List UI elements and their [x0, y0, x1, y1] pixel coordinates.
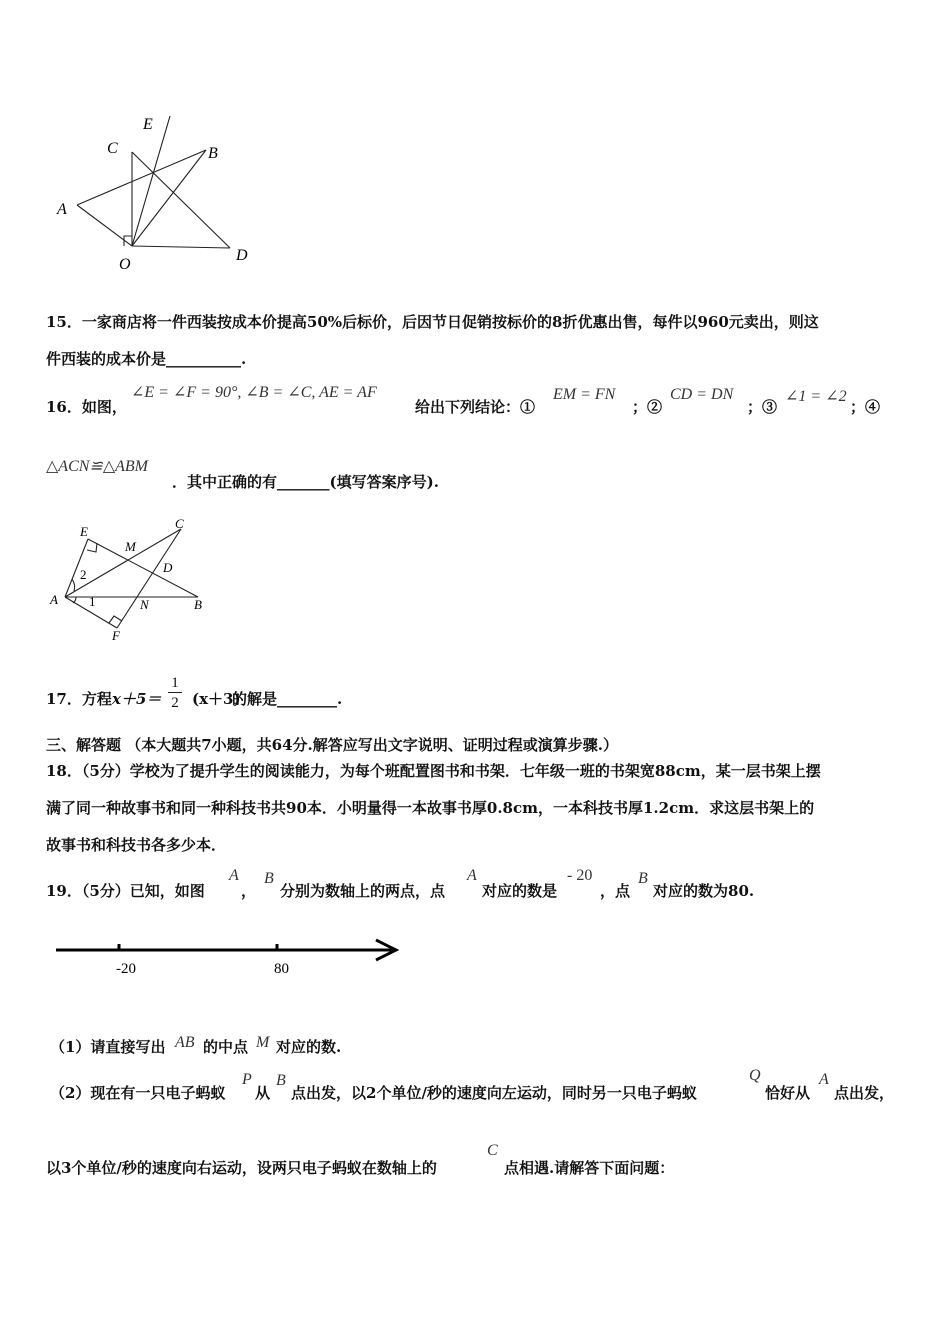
q19-1-M: M — [256, 1034, 270, 1051]
q19-mid3: ，点 — [600, 882, 631, 900]
q19-2-t3: 恰好从 — [765, 1084, 811, 1102]
tick-label-minus-20: -20 — [116, 961, 136, 977]
q17-fraction — [168, 674, 182, 713]
line-OE — [132, 116, 170, 246]
q16-sep3: ；④ — [850, 398, 881, 416]
section-3-title: 三、解答题 （本大题共7小题，共64分.解答应写出文字说明、证明过程或演算步骤.） — [46, 736, 618, 754]
q16-sep2: ；③ — [747, 398, 778, 416]
q19-prefix: 19．（5分）已知，如图 — [46, 882, 205, 900]
q19-point-B2: B — [638, 870, 648, 887]
q19-2-C: C — [487, 1142, 498, 1159]
point-label-D: D — [236, 247, 248, 264]
q17-rhs: (x＋3) — [192, 690, 241, 708]
line-CD — [132, 152, 230, 248]
angle-arc-1 — [73, 597, 76, 603]
point-label-B: B — [194, 597, 202, 612]
right-angle-F — [109, 616, 122, 623]
q19-2-t1: 从 — [255, 1084, 271, 1102]
q19-comma: ， — [241, 882, 257, 900]
q18-line1: 18．（5分）学校为了提升学生的阅读能力，为每个班配置图书和书架．七年级一班的书架宽88cm，某一层书架上摆 — [46, 762, 821, 780]
point-label-A: A — [57, 201, 67, 218]
q17-prefix: 17．方程 — [46, 690, 112, 708]
number-line — [50, 930, 410, 980]
fraction-numerator: 1 — [171, 675, 179, 691]
q19-suffix: 对应的数为80. — [653, 882, 755, 900]
q16-mid: 给出下列结论：① — [415, 398, 536, 416]
point-label-C: C — [175, 516, 184, 531]
point-label-M: M — [125, 539, 136, 554]
q19-2-B: B — [276, 1072, 286, 1089]
point-label-E: E — [80, 524, 88, 539]
q19-mid2: 对应的数是 — [482, 882, 558, 900]
line-OB — [132, 150, 206, 246]
point-label-O: O — [119, 256, 131, 273]
q19-point-A: A — [229, 867, 239, 884]
line-OD — [132, 246, 230, 248]
q16-conclusion-1: EM = FN — [553, 386, 616, 403]
q16-conclusion-2: CD = DN — [670, 386, 734, 403]
q19-point-A2: A — [467, 867, 477, 884]
q15-line1: 15．一家商店将一件西装按成本价提高50%后标价，后因节日促销按标价的8折优惠出售，每件以960元卖出，则这 — [46, 313, 819, 331]
tick-label-80: 80 — [274, 961, 289, 977]
q17-suffix: 的解是________. — [232, 690, 343, 708]
angle-label-1: 1 — [89, 594, 96, 609]
right-angle-E — [87, 543, 97, 552]
q19-point-B: B — [264, 870, 274, 887]
point-label-B: B — [208, 145, 218, 162]
q19-mid: 分别为数轴上的两点，点 — [280, 882, 446, 900]
figure-16 — [45, 512, 225, 647]
q17-lhs: x＋5＝ — [112, 690, 162, 708]
point-label-E: E — [143, 116, 153, 133]
point-label-N: N — [140, 597, 149, 612]
q16-sep1: ；② — [632, 398, 663, 416]
q19-2-t4: 点出发， — [834, 1084, 895, 1102]
q19-1-mid: 的中点 — [203, 1038, 249, 1056]
angle-label-2: 2 — [80, 567, 87, 582]
q19-2-line2a: 以3个单位/秒的速度向右运动，设两只电子蚂蚁在数轴上的 — [46, 1159, 437, 1177]
q19-2-t2: 点出发，以2个单位/秒的速度向左运动，同时另一只电子蚂蚁 — [291, 1084, 697, 1102]
fraction-denominator: 2 — [171, 695, 179, 711]
q16-conclusion-4: △ACN≌△ABM — [46, 458, 149, 475]
q19-2-A: A — [819, 1071, 829, 1088]
q16-prefix: 16．如图， — [46, 398, 127, 416]
point-label-C: C — [107, 140, 118, 157]
q19-1-prefix: （1）请直接写出 — [50, 1038, 166, 1056]
figure-14 — [50, 108, 270, 278]
q19-2-Q: Q — [749, 1067, 761, 1084]
angle-arc-2 — [72, 579, 75, 591]
q18-line2: 满了同一种故事书和同一种科技书共90本．小明量得一本故事书厚0.8cm，一本科技书厚1.2cm．求这层书架上的 — [46, 799, 815, 817]
q16-suffix: ．其中正确的有_______(填写答案序号). — [172, 473, 439, 491]
q19-1-suffix: 对应的数. — [276, 1038, 342, 1056]
point-label-D: D — [163, 560, 173, 575]
q16-condition: ∠E = ∠F = 90°, ∠B = ∠C, AE = AF — [131, 384, 377, 401]
q19-2-line2b: 点相遇.请解答下面问题： — [504, 1159, 675, 1177]
point-label-A: A — [50, 592, 58, 607]
q16-conclusion-3: ∠1 = ∠2 — [785, 388, 847, 405]
q18-line3: 故事书和科技书各多少本． — [46, 836, 227, 854]
q19-2-P: P — [242, 1071, 252, 1088]
q19-2-prefix: （2）现在有一只电子蚂蚁 — [50, 1084, 226, 1102]
point-label-F: F — [112, 628, 120, 643]
q19-value-A: - 20 — [567, 867, 593, 884]
q19-1-AB: AB — [175, 1034, 195, 1051]
q15-line2: 件西装的成本价是__________. — [46, 350, 247, 368]
line-AB — [77, 150, 206, 205]
